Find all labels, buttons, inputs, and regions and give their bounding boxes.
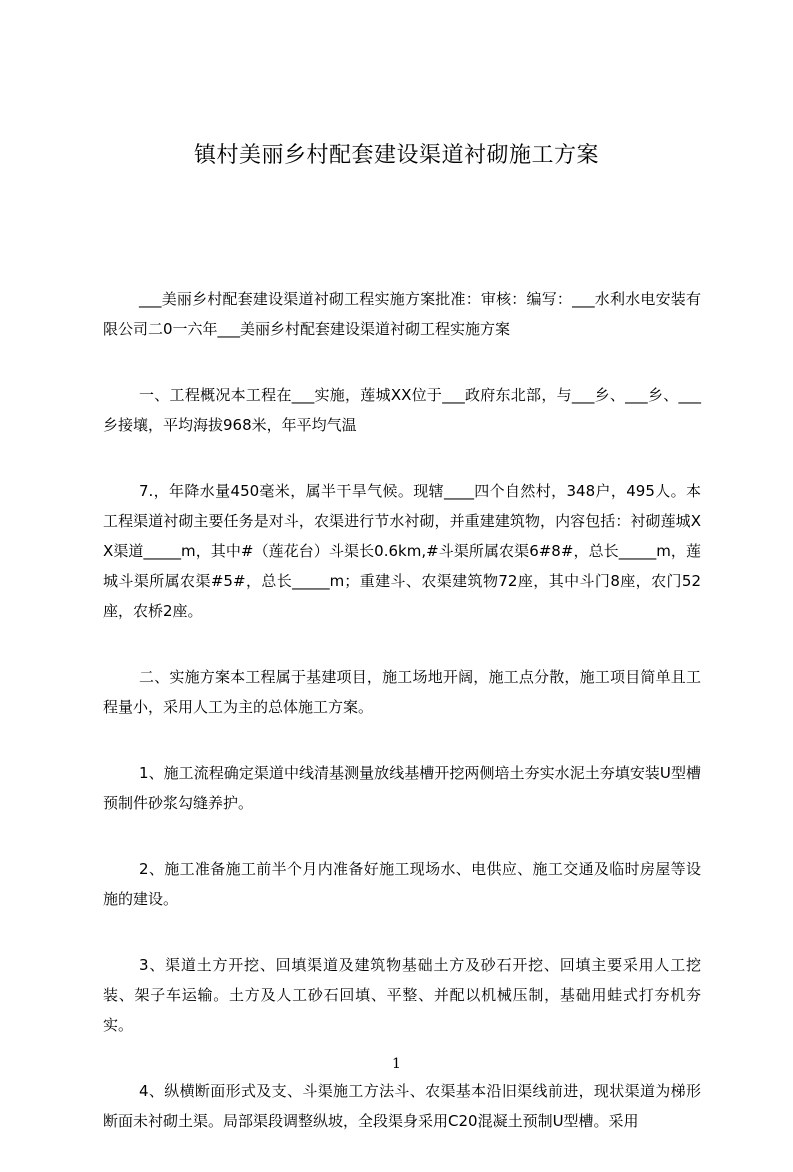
paragraph-climate-scope: 7.，年降水量450毫米，属半干旱气候。现辖____四个自然村，348户，495人。本工程渠道衬砌主要任务是对斗，农渠进行节水衬砌，并重建建筑物，内容包括：衬砌莲城XX渠道_____m，其中#（莲花台）斗渠长0.6km,#斗渠所属农渠6#8#，总长_____m，莲城斗渠所属农渠#5#，总长_____m；重建斗、农渠建筑物72座，其中斗门8座，农门52座，农桥2座。 [103,482,701,620]
paragraph-project-overview: 一、工程概况本工程在___实施，莲城XX位于___政府东北部，与___乡、___乡、___乡接壤，平均海拔968米，年平均气温 [103,386,701,434]
paragraph-construction-preparation: 2、施工准备施工前半个月内准备好施工现场水、电供应、施工交通及临时房屋等设施的建设。 [103,860,701,908]
paragraph-cross-section: 4、纵横断面形式及支、斗渠施工方法斗、农渠基本沿旧渠线前进，现状渠道为梯形断面未衬砌土渠。局部渠段调整纵坡，全段渠身采用C20混凝土预制U型槽。采用 [103,1082,701,1130]
page-number: 1 [392,1056,401,1072]
paragraph-approval: ___美丽乡村配套建设渠道衬砌工程实施方案批准：审核：编写：___水利水电安装有限公司二0一六年___美丽乡村配套建设渠道衬砌工程实施方案 [103,290,701,338]
paragraph-earthwork: 3、渠道土方开挖、回填渠道及建筑物基础土方及砂石开挖、回填主要采用人工挖装、架子车运输。土方及人工砂石回填、平整、并配以机械压制，基础用蛙式打夯机夯实。 [103,956,701,1034]
document-title: 镇村美丽乡村配套建设渠道衬砌施工方案 [193,143,599,168]
paragraph-construction-flow: 1、施工流程确定渠道中线清基测量放线基槽开挖两侧培土夯实水泥土夯填安装U型槽预制件砂浆勾缝养护。 [103,764,701,812]
document-body [103,284,701,1172]
paragraph-implementation-plan: 二、实施方案本工程属于基建项目，施工场地开阔，施工点分散，施工项目简单且工程量小，采用人工为主的总体施工方案。 [103,668,701,716]
